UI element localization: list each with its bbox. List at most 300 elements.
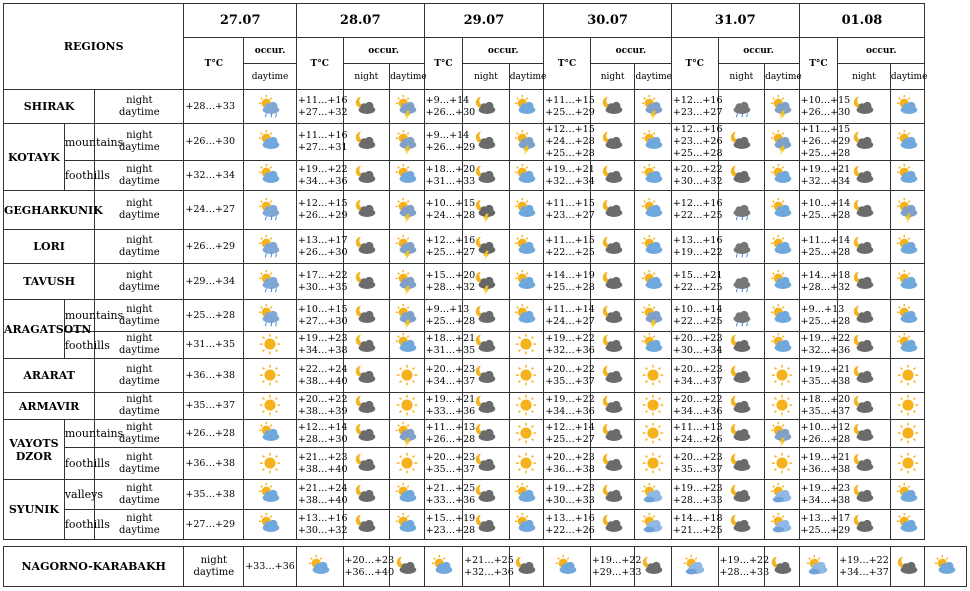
day-occurrence-cell (244, 332, 297, 359)
subregion-name: foothills (64, 510, 94, 540)
temperature-cell (718, 547, 770, 587)
temperature-value: +35…+37 (185, 400, 236, 411)
temperature-value: +12…+14 (545, 421, 595, 433)
temperature-cell (343, 547, 395, 587)
temperature-value: +14…+19 (545, 269, 595, 281)
moon-cloud-icon (473, 94, 499, 120)
temperature-value: +36…+38 (545, 463, 595, 475)
temperature-value: +21…+24 (297, 482, 348, 494)
temperature-cell (424, 332, 476, 359)
temperature-cell (799, 90, 851, 124)
sun-cloud-icon (640, 234, 666, 260)
moon-cloud-icon (851, 269, 877, 295)
temperature-value: +11…+16 (297, 130, 348, 141)
moon-cloud-icon (851, 451, 877, 477)
moon-cloud-icon (600, 332, 626, 358)
day-occurrence-cell (509, 420, 543, 448)
night-occurrence-cell (343, 264, 390, 300)
day-occurrence-cell (765, 480, 799, 510)
temperature-cell (463, 547, 514, 587)
sun-cloud-icon (895, 512, 921, 538)
night-daytime-label: night daytime (95, 191, 184, 230)
temperature-cell (296, 90, 348, 124)
moon-cloud-icon (851, 421, 877, 447)
day-occurrence-cell (390, 300, 424, 332)
temperature-value: +9…+13 (425, 303, 470, 315)
temperature-cell (424, 191, 476, 230)
temperature-value: +26…+29 (185, 240, 236, 252)
temperature-cell (184, 510, 244, 540)
sun-icon (769, 393, 795, 419)
moon-cloud-icon (640, 554, 666, 580)
day-occurrence-cell (390, 124, 424, 161)
occur-header: occur. (590, 38, 671, 64)
night-occurrence-cell (343, 191, 390, 230)
sun-cloud-icon (895, 129, 921, 155)
sun-thunder-icon (394, 94, 420, 120)
night-occurrence-cell (590, 191, 635, 230)
moon-cloud-icon (353, 129, 379, 155)
moon-cloud-icon (600, 197, 626, 223)
sun-icon (513, 421, 539, 447)
day-occurrence-cell (890, 510, 924, 540)
temperature-value: +25…+28 (800, 246, 851, 258)
moon-cloud-icon (851, 512, 877, 538)
temperature-cell (424, 448, 476, 480)
temperature-cell (424, 359, 476, 393)
sun-cloud-icon (769, 303, 795, 329)
temperature-cell (296, 448, 348, 480)
day-occurrence-cell (244, 359, 297, 393)
night-header: night (590, 64, 635, 90)
day-occurrence-cell (509, 480, 543, 510)
temperature-value: +26…+28 (185, 427, 236, 439)
moon-cloud-icon (473, 421, 499, 447)
temperature-value: +34…+36 (545, 406, 595, 417)
day-occurrence-cell (509, 161, 543, 191)
temperature-value: +20…+23 (672, 451, 723, 463)
temperature-value: +38…+40 (297, 375, 348, 387)
sun-cloud-icon (513, 269, 539, 295)
night-occurrence-cell (718, 264, 765, 300)
temperature-value: +23…+28 (425, 524, 476, 536)
sun-cloud-icon (895, 303, 921, 329)
moon-cloud-icon (728, 363, 754, 389)
temperature-cell (424, 90, 476, 124)
night-daytime-label: night daytime (95, 161, 184, 191)
night-occurrence-cell (590, 359, 635, 393)
temperature-value: +38…+39 (297, 406, 348, 417)
day-occurrence-cell (890, 230, 924, 264)
night-occurrence-cell (590, 510, 635, 540)
day-occurrence-cell (765, 393, 799, 420)
temperature-cell (184, 230, 244, 264)
day-occurrence-cell (890, 420, 924, 448)
temperature-cell (424, 124, 476, 161)
temperature-value: +23…+27 (672, 106, 723, 118)
temperature-value: +18…+20 (425, 163, 476, 175)
day-occurrence-cell (390, 90, 424, 124)
sun-cloud-icon (513, 303, 539, 329)
temperature-value: +11…+13 (425, 421, 476, 433)
thunder-cloud-icon (473, 234, 499, 260)
day-occurrence-cell (671, 547, 718, 587)
temperature-value: +25…+28 (425, 315, 476, 327)
day-occurrence-cell (509, 393, 543, 420)
day-occurrence-cell (635, 124, 671, 161)
temperature-cell (544, 332, 595, 359)
temperature-value: +31…+35 (425, 345, 476, 356)
temperature-value: +20…+22 (672, 394, 723, 405)
moon-cloud-icon (728, 129, 754, 155)
sun-cloud-icon (640, 269, 666, 295)
subregion-name: mountains (64, 420, 94, 448)
day-occurrence-cell (509, 300, 543, 332)
temperature-value: +22…+25 (672, 281, 723, 293)
temperature-value: +12…+16 (672, 124, 723, 135)
moon-cloud-icon (513, 554, 539, 580)
temperature-value: +11…+15 (545, 234, 595, 246)
temp-header: T°C (184, 38, 244, 90)
night-occurrence-cell (718, 161, 765, 191)
temperature-value: +20…+23 (425, 363, 476, 375)
subregion-name: foothills (64, 161, 94, 191)
temperature-value: +23…+26 (672, 136, 723, 147)
sun-cloud-icon (394, 482, 420, 508)
sun-thunder-icon (394, 269, 420, 295)
moon-cloud-icon (353, 303, 379, 329)
subregion-name: foothills (64, 448, 94, 480)
region-name: LORI (4, 230, 95, 264)
night-daytime-label: night daytime (95, 480, 184, 510)
temperature-value: +27…+32 (297, 106, 348, 118)
day-occurrence-cell (890, 161, 924, 191)
sun-cloud-icon (257, 512, 283, 538)
temperature-cell (184, 191, 244, 230)
region-name: NAGORNO-KARABAKH (4, 547, 184, 587)
sun-cloud-icon (394, 332, 420, 358)
sun-cloud-icon (513, 512, 539, 538)
night-occurrence-cell (343, 332, 390, 359)
temperature-value: +19…+22 (297, 163, 348, 175)
temperature-cell (244, 547, 297, 587)
temperature-value: +28…+30 (297, 433, 348, 445)
temperature-value: +10…+14 (672, 303, 723, 315)
moon-cloud-icon (473, 363, 499, 389)
temperature-value: +34…+36 (297, 175, 348, 187)
day-occurrence-cell (244, 230, 297, 264)
temperature-value: +24…+27 (185, 204, 236, 215)
sun-cloud-icon (257, 421, 283, 447)
temperature-value: +26…+30 (425, 106, 476, 118)
sun-cloud-icon (513, 94, 539, 120)
sun-icon (895, 393, 921, 419)
day-occurrence-cell (509, 332, 543, 359)
temperature-value: +25…+28 (800, 315, 851, 327)
night-occurrence-cell (343, 448, 390, 480)
day-occurrence-cell (635, 191, 671, 230)
night-daytime-label: night daytime (95, 510, 184, 540)
moon-cloud-icon (600, 269, 626, 295)
night-occurrence-cell (590, 161, 635, 191)
sun-cloud-icon (513, 163, 539, 189)
day-occurrence-cell (765, 510, 799, 540)
sun-thunder-icon (394, 234, 420, 260)
temperature-cell (671, 420, 723, 448)
night-occurrence-cell (590, 420, 635, 448)
temperature-value: +36…+40 (344, 566, 395, 578)
day-occurrence-cell (509, 359, 543, 393)
temperature-value: +34…+36 (672, 406, 723, 417)
temperature-value: +19…+21 (425, 394, 476, 405)
night-daytime-label: night daytime (95, 359, 184, 393)
temperature-cell (544, 90, 595, 124)
day-occurrence-cell (244, 161, 297, 191)
cloud-sun-blue-icon (769, 512, 795, 538)
daytime-header: daytime (509, 64, 543, 90)
sun-thunder-icon (769, 129, 795, 155)
night-occurrence-cell (590, 300, 635, 332)
date-header: 27.07 (184, 4, 297, 38)
temperature-value: +25…+27 (425, 246, 476, 258)
temperature-value: +10…+12 (800, 421, 851, 433)
sun-cloud-icon (895, 234, 921, 260)
sun-icon (895, 421, 921, 447)
temperature-cell (184, 359, 244, 393)
temperature-value: +18…+21 (425, 333, 476, 344)
day-occurrence-cell (635, 448, 671, 480)
sun-cloud-icon (769, 197, 795, 223)
daytime-header: daytime (635, 64, 671, 90)
day-occurrence-cell (635, 264, 671, 300)
temperature-cell (296, 300, 348, 332)
temperature-cell (424, 300, 476, 332)
temperature-value: +13…+17 (800, 512, 851, 524)
night-occurrence-cell (718, 420, 765, 448)
sun-thunder-icon (640, 303, 666, 329)
temperature-cell (296, 161, 348, 191)
temperature-value: +29…+33 (591, 566, 642, 578)
day-occurrence-cell (765, 448, 799, 480)
night-occurrence-cell (590, 332, 635, 359)
temperature-value: +15…+20 (425, 269, 476, 281)
temperature-value: +11…+14 (800, 234, 851, 246)
day-occurrence-cell (509, 510, 543, 540)
day-occurrence-cell (390, 161, 424, 191)
temperature-value: +32…+36 (464, 566, 514, 578)
temperature-value: +24…+26 (672, 433, 723, 445)
day-occurrence-cell (765, 161, 799, 191)
temperature-cell (671, 359, 723, 393)
temperature-value: +26…+28 (425, 433, 476, 445)
moon-cloud-icon (473, 163, 499, 189)
sun-rain-icon (257, 269, 283, 295)
temperature-value: +20…+23 (672, 333, 723, 344)
temperature-cell (296, 420, 348, 448)
moon-cloud-icon (353, 451, 379, 477)
temperature-value: +31…+33 (425, 175, 476, 187)
temperature-value: +11…+15 (545, 94, 595, 106)
moon-cloud-icon (600, 234, 626, 260)
cloud-sun-blue-icon (640, 482, 666, 508)
temperature-value: +32…+34 (800, 175, 851, 187)
temperature-value: +38…+40 (297, 494, 348, 506)
temperature-cell (799, 300, 851, 332)
night-header: night (463, 64, 510, 90)
temperature-value: +21…+25 (464, 554, 514, 566)
temperature-value: +12…+14 (297, 421, 348, 433)
temperature-cell (671, 161, 723, 191)
temperature-cell (296, 264, 348, 300)
moon-cloud-icon (473, 303, 499, 329)
night-occurrence-cell (718, 90, 765, 124)
temperature-cell (544, 124, 595, 161)
moon-cloud-icon (728, 451, 754, 477)
region-name: ARAGATSOTN (4, 300, 65, 359)
sun-thunder-icon (640, 94, 666, 120)
temperature-value: +34…+37 (839, 566, 889, 578)
sun-icon (640, 451, 666, 477)
temperature-value: +35…+37 (800, 406, 851, 417)
temperature-cell (671, 448, 723, 480)
regions-header: REGIONS (4, 4, 184, 90)
temperature-value: +22…+25 (672, 315, 723, 327)
moon-cloud-icon (728, 163, 754, 189)
day-occurrence-cell (890, 332, 924, 359)
sun-icon (394, 393, 420, 419)
temperature-cell (671, 510, 723, 540)
temperature-value: +19…+22 (800, 333, 851, 344)
day-occurrence-cell (890, 359, 924, 393)
region-name: VAYOTS DZOR (4, 420, 65, 480)
temperature-cell (296, 480, 348, 510)
temperature-value: +20…+22 (672, 163, 723, 175)
day-occurrence-cell (765, 264, 799, 300)
temperature-value: +12…+16 (672, 94, 723, 106)
sun-cloud-icon (895, 163, 921, 189)
temp-header: T°C (544, 38, 591, 90)
temperature-value: +20…+22 (297, 394, 348, 405)
moon-cloud-icon (353, 94, 379, 120)
sun-thunder-icon (394, 421, 420, 447)
region-name: SHIRAK (4, 90, 95, 124)
temperature-cell (544, 393, 595, 420)
temperature-value: +19…+23 (297, 333, 348, 344)
sun-icon (513, 393, 539, 419)
temperature-cell (799, 264, 851, 300)
temperature-cell (671, 264, 723, 300)
moon-cloud-icon (851, 332, 877, 358)
sun-icon (513, 363, 539, 389)
day-occurrence-cell (390, 359, 424, 393)
temperature-value: +13…+17 (297, 234, 348, 246)
night-occurrence-cell (718, 510, 765, 540)
night-occurrence-cell (343, 124, 390, 161)
date-header: 31.07 (671, 4, 799, 38)
night-daytime-label: night daytime (95, 448, 184, 480)
temperature-value: +30…+32 (672, 175, 723, 187)
temperature-value: +25…+28 (545, 148, 595, 159)
night-occurrence-cell (343, 90, 390, 124)
temperature-value: +12…+15 (545, 124, 595, 135)
sun-rain-icon (257, 94, 283, 120)
moon-cloud-icon (728, 512, 754, 538)
day-occurrence-cell (890, 264, 924, 300)
sun-cloud-icon (554, 554, 580, 580)
temperature-cell (544, 161, 595, 191)
temperature-cell (671, 393, 723, 420)
region-name: KOTAYK (4, 124, 65, 191)
sun-icon (640, 421, 666, 447)
temperature-value: +11…+15 (800, 124, 851, 135)
temperature-value: +25…+28 (800, 148, 851, 159)
temperature-value: +30…+32 (297, 524, 348, 536)
night-occurrence-cell (343, 230, 390, 264)
moon-cloud-icon (851, 94, 877, 120)
temperature-cell (424, 510, 476, 540)
moon-cloud-icon (600, 451, 626, 477)
temperature-cell (296, 124, 348, 161)
temperature-cell (184, 300, 244, 332)
temperature-value: +10…+14 (800, 198, 851, 209)
day-occurrence-cell (509, 264, 543, 300)
region-name: TAVUSH (4, 264, 95, 300)
sun-icon (895, 363, 921, 389)
moon-cloud-icon (473, 129, 499, 155)
day-occurrence-cell (765, 300, 799, 332)
moon-cloud-icon (353, 421, 379, 447)
moon-cloud-icon (851, 303, 877, 329)
moon-cloud-icon (600, 363, 626, 389)
temp-header: T°C (799, 38, 838, 90)
sun-icon (394, 363, 420, 389)
temperature-value: +24…+28 (425, 210, 476, 221)
night-occurrence-cell (590, 230, 635, 264)
day-occurrence-cell (635, 359, 671, 393)
cloud-sun-blue-icon (682, 554, 708, 580)
temperature-cell (184, 264, 244, 300)
sun-cloud-icon (640, 163, 666, 189)
day-occurrence-cell (890, 393, 924, 420)
night-occurrence-cell (390, 547, 424, 587)
temp-header: T°C (296, 38, 343, 90)
temperature-value: +9…+13 (800, 303, 845, 315)
day-occurrence-cell (925, 547, 967, 587)
day-occurrence-cell (635, 230, 671, 264)
temperature-cell (799, 230, 851, 264)
day-occurrence-cell (390, 420, 424, 448)
moon-cloud-icon (895, 554, 921, 580)
temperature-value: +22…+26 (545, 524, 595, 536)
temperature-cell (424, 420, 476, 448)
day-occurrence-cell (244, 300, 297, 332)
temperature-cell (184, 420, 244, 448)
moon-cloud-icon (353, 482, 379, 508)
moon-cloud-icon (728, 482, 754, 508)
day-occurrence-cell (244, 90, 297, 124)
temperature-cell (424, 264, 476, 300)
temperature-cell (184, 332, 244, 359)
date-header: 30.07 (544, 4, 672, 38)
sun-cloud-icon (513, 234, 539, 260)
temperature-value: +34…+37 (672, 375, 723, 387)
temperature-value: +28…+33 (672, 494, 723, 506)
night-occurrence-cell (718, 448, 765, 480)
temperature-cell (799, 359, 851, 393)
temperature-cell (799, 191, 851, 230)
sun-icon (513, 332, 539, 358)
temperature-value: +32…+36 (800, 345, 851, 356)
